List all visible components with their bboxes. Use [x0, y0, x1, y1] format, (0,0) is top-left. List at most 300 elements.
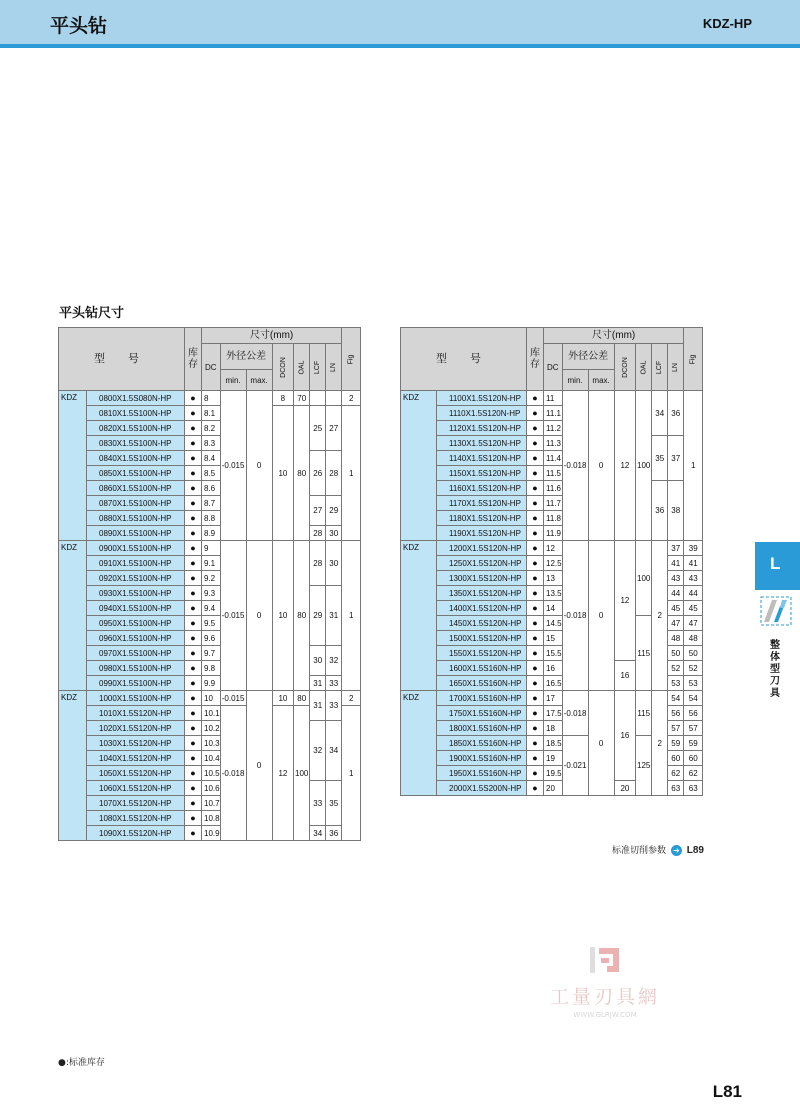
stock-dot: ●	[185, 436, 202, 451]
stock-dot: ●	[185, 421, 202, 436]
model-code: 0970X1.5S100N-HP	[87, 646, 185, 661]
ln-value: 32	[326, 646, 342, 676]
stock-dot: ●	[185, 676, 202, 691]
ln-value: 39	[684, 541, 703, 556]
model-code: 1040X1.5S120N-HP	[87, 751, 185, 766]
dcon-value: 8	[272, 391, 294, 406]
model-code: 1300X1.5S120N-HP	[437, 571, 527, 586]
ln-value: 62	[684, 766, 703, 781]
ln-value: 53	[684, 676, 703, 691]
table-row	[401, 436, 703, 451]
stock-dot: ●	[527, 631, 544, 646]
ln-value: 36	[326, 826, 342, 841]
lcf-value: 34	[652, 391, 668, 436]
header-dcon: DCON	[614, 344, 636, 391]
ln-value: 38	[668, 481, 684, 541]
stock-footnote: ●:标准库存	[58, 1058, 105, 1068]
arrow-right-icon: ➜	[671, 845, 682, 856]
lcf-value: 25	[310, 406, 326, 451]
header-model: 型 号	[401, 328, 527, 391]
header-lcf: LCF	[310, 344, 326, 391]
dc-value: 13.5	[544, 586, 563, 601]
header-model: 型 号	[59, 328, 185, 391]
lcf-value: 37	[668, 541, 684, 556]
lcf-value: 28	[310, 526, 326, 541]
stock-dot: ●	[527, 466, 544, 481]
lcf-value: 31	[310, 691, 326, 721]
stock-dot: ●	[185, 466, 202, 481]
dc-value: 20	[544, 781, 563, 796]
tolerance-min: -0.018	[562, 691, 588, 736]
ln-value: 50	[684, 646, 703, 661]
dc-value: 8.5	[202, 466, 221, 481]
page-header	[0, 0, 800, 48]
model-code: 1110X1.5S120N-HP	[437, 406, 527, 421]
oal-value: 80	[294, 691, 310, 706]
model-code: 1500X1.5S120N-HP	[437, 631, 527, 646]
stock-dot: ●	[527, 571, 544, 586]
dcon-value: 16	[614, 661, 636, 691]
oal-value: 80	[294, 541, 310, 691]
ln-value: 54	[684, 691, 703, 706]
lcf-value	[310, 391, 326, 406]
product-code: KDZ-HP	[702, 16, 752, 31]
header-oal: OAL	[636, 344, 652, 391]
stock-dot: ●	[185, 526, 202, 541]
lcf-value: 29	[310, 586, 326, 646]
stock-dot: ●	[185, 811, 202, 826]
chapter-tab-letter: L	[770, 554, 781, 573]
lcf-value: 27	[310, 496, 326, 526]
dc-value: 8.7	[202, 496, 221, 511]
ln-value: 27	[326, 406, 342, 451]
stock-dot: ●	[185, 781, 202, 796]
header-size: 尺寸(mm)	[202, 328, 342, 344]
tolerance-max: 0	[246, 391, 272, 541]
stock-dot: ●	[185, 736, 202, 751]
series-label: KDZ	[59, 391, 87, 541]
stock-dot: ●	[527, 526, 544, 541]
ln-value: 28	[326, 451, 342, 496]
fig-value: 2	[342, 391, 361, 406]
ln-value	[326, 391, 342, 406]
model-code: 1700X1.5S160N-HP	[437, 691, 527, 706]
tolerance-max: 0	[588, 541, 614, 691]
stock-dot: ●	[185, 511, 202, 526]
dc-value: 13	[544, 571, 563, 586]
dc-value: 9.3	[202, 586, 221, 601]
stock-dot: ●	[527, 736, 544, 751]
watermark-logo-icon	[587, 944, 623, 976]
header-size: 尺寸(mm)	[544, 328, 684, 344]
ln-value: 30	[326, 541, 342, 586]
model-code: 1750X1.5S160N-HP	[437, 706, 527, 721]
dc-value: 18.5	[544, 736, 563, 751]
model-code: 1250X1.5S120N-HP	[437, 556, 527, 571]
header-rule	[0, 44, 800, 48]
header-min: min.	[220, 370, 246, 391]
model-code: 0930X1.5S100N-HP	[87, 586, 185, 601]
dc-value: 14	[544, 601, 563, 616]
model-code: 1160X1.5S120N-HP	[437, 481, 527, 496]
model-code: 1020X1.5S120N-HP	[87, 721, 185, 736]
model-code: 0830X1.5S100N-HP	[87, 436, 185, 451]
table-row	[59, 541, 361, 556]
reference-text: 标准切削参数	[612, 846, 667, 856]
fig-value: 2	[652, 541, 668, 691]
ln-value: 31	[326, 586, 342, 646]
model-code: 1450X1.5S120N-HP	[437, 616, 527, 631]
stock-dot: ●	[185, 661, 202, 676]
dc-value: 10.9	[202, 826, 221, 841]
watermark	[540, 944, 670, 1019]
fig-value: 1	[342, 706, 361, 841]
cutting-parameters-reference[interactable]	[612, 843, 704, 856]
model-code: 1900X1.5S160N-HP	[437, 751, 527, 766]
stock-dot: ●	[527, 601, 544, 616]
dcon-value: 10	[272, 406, 294, 541]
fig-value: 1	[342, 541, 361, 691]
dc-value: 11.2	[544, 421, 563, 436]
chapter-tab-label: 整体型刀具	[770, 640, 780, 699]
lcf-value: 30	[310, 646, 326, 676]
stock-dot: ●	[527, 646, 544, 661]
lcf-value: 26	[310, 451, 326, 496]
lcf-value: 56	[668, 706, 684, 721]
header-lcf: LCF	[652, 344, 668, 391]
header-max: max.	[246, 370, 272, 391]
model-code: 1650X1.5S160N-HP	[437, 676, 527, 691]
model-code: 1600X1.5S160N-HP	[437, 661, 527, 676]
model-code: 1150X1.5S120N-HP	[437, 466, 527, 481]
dimension-table-right	[400, 327, 703, 796]
oal-value: 70	[294, 391, 310, 406]
ln-value: 29	[326, 496, 342, 526]
header-tolerance: 外径公差	[220, 344, 272, 370]
lcf-value: 60	[668, 751, 684, 766]
model-code: 1550X1.5S120N-HP	[437, 646, 527, 661]
tolerance-min: -0.018	[562, 541, 588, 691]
stock-dot: ●	[527, 421, 544, 436]
ln-value: 63	[684, 781, 703, 796]
header-ln: LN	[668, 344, 684, 391]
dc-value: 11.1	[544, 406, 563, 421]
tolerance-max: 0	[246, 541, 272, 691]
lcf-value: 53	[668, 676, 684, 691]
model-code: 1200X1.5S120N-HP	[437, 541, 527, 556]
ln-value: 43	[684, 571, 703, 586]
dc-value: 11.6	[544, 481, 563, 496]
series-label: KDZ	[59, 691, 87, 841]
stock-dot: ●	[527, 391, 544, 406]
table-row	[401, 691, 703, 706]
stock-dot: ●	[527, 691, 544, 706]
dc-value: 8	[202, 391, 221, 406]
lcf-value: 63	[668, 781, 684, 796]
ln-value: 60	[684, 751, 703, 766]
model-code: 0940X1.5S100N-HP	[87, 601, 185, 616]
lcf-value: 43	[668, 571, 684, 586]
dc-value: 10.5	[202, 766, 221, 781]
dc-value: 12	[544, 541, 563, 556]
oal-value: 100	[636, 541, 652, 616]
model-code: 0990X1.5S100N-HP	[87, 676, 185, 691]
tolerance-min: -0.018	[562, 391, 588, 541]
stock-dot: ●	[527, 436, 544, 451]
dc-value: 18	[544, 721, 563, 736]
header-tolerance: 外径公差	[562, 344, 614, 370]
ln-value: 56	[684, 706, 703, 721]
lcf-value: 41	[668, 556, 684, 571]
table-row	[59, 826, 361, 841]
oal-value: 115	[636, 691, 652, 736]
dc-value: 12.5	[544, 556, 563, 571]
tolerance-min: -0.015	[220, 541, 246, 691]
ln-value: 48	[684, 631, 703, 646]
stock-dot: ●	[185, 796, 202, 811]
model-code: 0840X1.5S100N-HP	[87, 451, 185, 466]
stock-dot: ●	[185, 391, 202, 406]
table-row	[59, 676, 361, 691]
dc-value: 8.3	[202, 436, 221, 451]
model-code: 0920X1.5S100N-HP	[87, 571, 185, 586]
model-code: 1850X1.5S160N-HP	[437, 736, 527, 751]
model-code: 1090X1.5S120N-HP	[87, 826, 185, 841]
dc-value: 11.3	[544, 436, 563, 451]
stock-dot: ●	[185, 646, 202, 661]
lcf-value: 47	[668, 616, 684, 631]
dc-value: 10	[202, 691, 221, 706]
dc-value: 19.5	[544, 766, 563, 781]
stock-dot: ●	[185, 691, 202, 706]
dc-value: 8.2	[202, 421, 221, 436]
dc-value: 11.9	[544, 526, 563, 541]
model-code: 1140X1.5S120N-HP	[437, 451, 527, 466]
dc-value: 10.1	[202, 706, 221, 721]
dimension-table-left	[58, 327, 361, 841]
dc-value: 8.6	[202, 481, 221, 496]
reference-page-code: L89	[686, 845, 704, 856]
solid-tool-icon	[760, 596, 792, 626]
section-title: 平头钻尺寸	[59, 306, 125, 321]
watermark-url: WWW.GLRJW.COM	[573, 1011, 637, 1019]
stock-dot: ●	[527, 721, 544, 736]
dc-value: 10.3	[202, 736, 221, 751]
dcon-value: 10	[272, 541, 294, 691]
dc-value: 11.8	[544, 511, 563, 526]
tolerance-max: 0	[588, 691, 614, 796]
header-fig: Fig	[342, 328, 361, 391]
dc-value: 8.1	[202, 406, 221, 421]
ln-value: 52	[684, 661, 703, 676]
dcon-value: 12	[272, 706, 294, 841]
model-code: 0890X1.5S100N-HP	[87, 526, 185, 541]
fig-value: 2	[652, 691, 668, 796]
stock-dot: ●	[527, 481, 544, 496]
oal-value: 80	[294, 406, 310, 541]
header-min: min.	[562, 370, 588, 391]
model-code: 0870X1.5S100N-HP	[87, 496, 185, 511]
stock-dot: ●	[527, 706, 544, 721]
tolerance-min: -0.018	[220, 706, 246, 841]
stock-dot: ●	[527, 511, 544, 526]
table-row	[59, 586, 361, 601]
model-code: 0800X1.5S080N-HP	[87, 391, 185, 406]
stock-dot: ●	[185, 601, 202, 616]
fig-value: 2	[342, 691, 361, 706]
dc-value: 15.5	[544, 646, 563, 661]
model-code: 0950X1.5S100N-HP	[87, 616, 185, 631]
dc-value: 9.7	[202, 646, 221, 661]
stock-dot: ●	[185, 616, 202, 631]
page-number: L81	[712, 1082, 742, 1101]
model-code: 0910X1.5S100N-HP	[87, 556, 185, 571]
lcf-value: 35	[652, 436, 668, 481]
stock-dot: ●	[185, 751, 202, 766]
lcf-value: 52	[668, 661, 684, 676]
ln-value: 44	[684, 586, 703, 601]
dc-value: 11.7	[544, 496, 563, 511]
ln-value: 34	[326, 721, 342, 781]
header-stock: 库存	[185, 328, 202, 391]
stock-dot: ●	[185, 721, 202, 736]
lcf-value: 50	[668, 646, 684, 661]
dc-value: 16	[544, 661, 563, 676]
stock-dot: ●	[185, 481, 202, 496]
chapter-tab[interactable]	[755, 542, 800, 590]
model-code: 1030X1.5S120N-HP	[87, 736, 185, 751]
model-code: 1120X1.5S120N-HP	[437, 421, 527, 436]
table-row	[59, 646, 361, 661]
series-label: KDZ	[401, 691, 437, 796]
ln-value: 33	[326, 676, 342, 691]
dcon-value: 16	[614, 691, 636, 781]
oal-value: 115	[636, 616, 652, 691]
stock-dot: ●	[527, 781, 544, 796]
page-title: 平头钻	[50, 15, 108, 37]
fig-value: 1	[684, 391, 703, 541]
header-stock: 库存	[527, 328, 544, 391]
lcf-value: 62	[668, 766, 684, 781]
table-row	[59, 721, 361, 736]
oal-value: 100	[636, 391, 652, 541]
model-code: 1170X1.5S120N-HP	[437, 496, 527, 511]
header-oal: OAL	[294, 344, 310, 391]
stock-dot: ●	[185, 541, 202, 556]
model-code: 1080X1.5S120N-HP	[87, 811, 185, 826]
tolerance-min: -0.015	[220, 391, 246, 541]
series-label: KDZ	[59, 541, 87, 691]
dc-value: 16.5	[544, 676, 563, 691]
ln-value: 37	[668, 436, 684, 481]
table-row	[59, 781, 361, 796]
model-code: 1050X1.5S120N-HP	[87, 766, 185, 781]
stock-dot: ●	[527, 661, 544, 676]
table-row	[59, 691, 361, 706]
stock-dot: ●	[527, 616, 544, 631]
model-code: 0810X1.5S100N-HP	[87, 406, 185, 421]
ln-value: 57	[684, 721, 703, 736]
header-max: max.	[588, 370, 614, 391]
model-code: 2000X1.5S200N-HP	[437, 781, 527, 796]
dcon-value: 20	[614, 781, 636, 796]
stock-dot: ●	[185, 571, 202, 586]
dc-value: 11	[544, 391, 563, 406]
model-code: 0860X1.5S100N-HP	[87, 481, 185, 496]
table-row	[401, 481, 703, 496]
stock-dot: ●	[185, 451, 202, 466]
dc-value: 17	[544, 691, 563, 706]
model-code: 1010X1.5S120N-HP	[87, 706, 185, 721]
model-code: 1060X1.5S120N-HP	[87, 781, 185, 796]
model-code: 1180X1.5S120N-HP	[437, 511, 527, 526]
model-code: 1070X1.5S120N-HP	[87, 796, 185, 811]
stock-dot: ●	[527, 766, 544, 781]
lcf-value: 54	[668, 691, 684, 706]
fig-value: 1	[342, 406, 361, 541]
dc-value: 10.4	[202, 751, 221, 766]
model-code: 0820X1.5S100N-HP	[87, 421, 185, 436]
table-row	[59, 526, 361, 541]
ln-value: 45	[684, 601, 703, 616]
series-label: KDZ	[401, 541, 437, 691]
model-code: 1130X1.5S120N-HP	[437, 436, 527, 451]
dc-value: 9.1	[202, 556, 221, 571]
ln-value: 33	[326, 691, 342, 721]
stock-dot: ●	[527, 751, 544, 766]
table-row	[59, 451, 361, 466]
ln-value: 35	[326, 781, 342, 826]
lcf-value: 44	[668, 586, 684, 601]
dc-value: 10.8	[202, 811, 221, 826]
dcon-value: 12	[614, 541, 636, 661]
lcf-value: 45	[668, 601, 684, 616]
model-code: 1400X1.5S120N-HP	[437, 601, 527, 616]
stock-dot: ●	[527, 496, 544, 511]
ln-value: 30	[326, 526, 342, 541]
model-code: 0900X1.5S100N-HP	[87, 541, 185, 556]
model-code: 0850X1.5S100N-HP	[87, 466, 185, 481]
dc-value: 10.6	[202, 781, 221, 796]
dc-value: 9	[202, 541, 221, 556]
stock-dot: ●	[185, 586, 202, 601]
stock-dot: ●	[527, 676, 544, 691]
stock-dot: ●	[185, 631, 202, 646]
model-code: 0880X1.5S100N-HP	[87, 511, 185, 526]
lcf-value: 32	[310, 721, 326, 781]
header-ln: LN	[326, 344, 342, 391]
lcf-value: 59	[668, 736, 684, 751]
tolerance-max: 0	[588, 391, 614, 541]
lcf-value: 36	[652, 481, 668, 541]
dc-value: 10.7	[202, 796, 221, 811]
dc-value: 9.6	[202, 631, 221, 646]
stock-dot: ●	[185, 406, 202, 421]
dc-value: 9.2	[202, 571, 221, 586]
dc-value: 9.9	[202, 676, 221, 691]
model-code: 1100X1.5S120N-HP	[437, 391, 527, 406]
table-row	[401, 391, 703, 406]
model-code: 1350X1.5S120N-HP	[437, 586, 527, 601]
lcf-value: 33	[310, 781, 326, 826]
oal-value: 125	[636, 736, 652, 796]
ln-value: 59	[684, 736, 703, 751]
stock-dot: ●	[527, 541, 544, 556]
table-row	[59, 391, 361, 406]
stock-dot: ●	[185, 826, 202, 841]
table-row	[401, 541, 703, 556]
lcf-value: 57	[668, 721, 684, 736]
